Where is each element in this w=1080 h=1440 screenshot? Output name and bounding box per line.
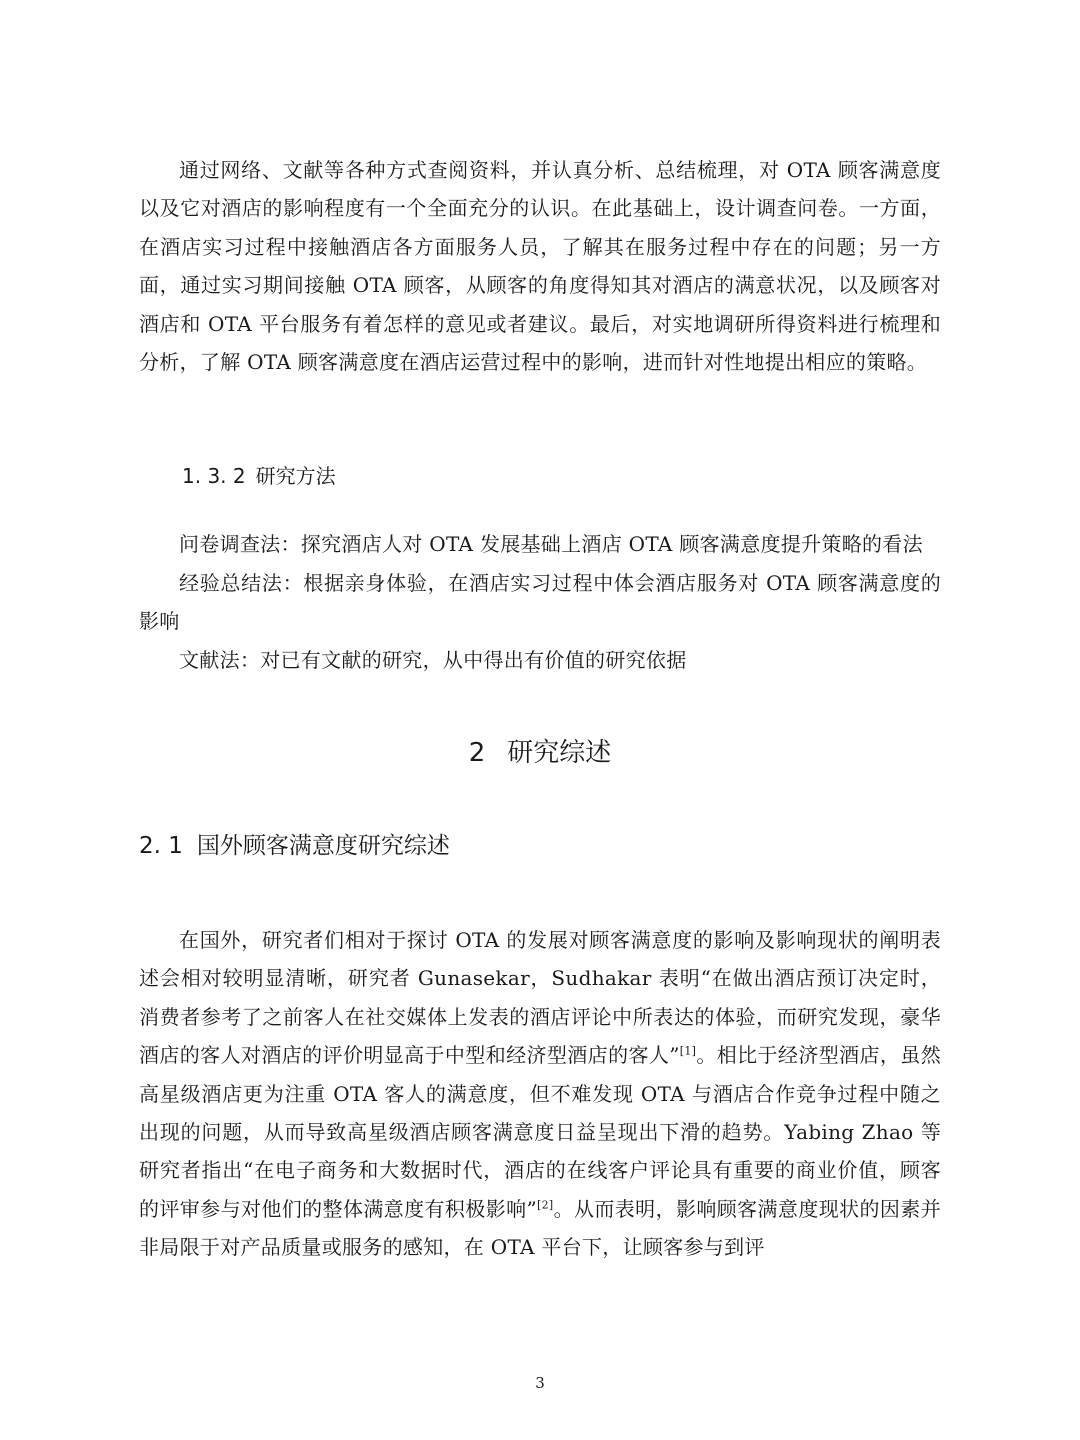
- section-heading: [139, 828, 450, 864]
- review-text-part2: 。相比于经济型酒店，虽然高星级酒店更为注重 OTA 客人的满意度，但不难发现 OTA 与酒店合作竞争过程中随之出现的问题，从而导致高星级酒店顾客满意度日益呈现出下滑的趋势。Yabing Zhao 等研究者指出“在电子商务和大数据时代，酒店的在线客户评论具有重要的商业价值，顾客的评审参与对他们的整体满意度有积极影响”: [139, 1043, 941, 1221]
- chapter-heading: [0, 733, 1080, 773]
- page-number: 3: [535, 1374, 545, 1392]
- subsection-number: 1. 3. 2: [182, 464, 246, 488]
- citation-1: [1]: [679, 1044, 697, 1058]
- section-title: 国外顾客满意度研究综述: [196, 833, 450, 859]
- review-text-part1: 在国外，研究者们相对于探讨 OTA 的发展对顾客满意度的影响及影响现状的阐明表述会相对较明显清晰，研究者 Gunasekar，Sudhakar 表明“在做出酒店预订决定时，消费者参考了之前客人在社交媒体上发表的酒店评论中所表达的体验，而研究发现，豪华酒店的客人对酒店的评价明显高于中型和经济型酒店的客人”: [139, 928, 941, 1068]
- method-experience: 经验总结法：根据亲身体验，在酒店实习过程中体会酒店服务对 OTA 顾客满意度的影响: [139, 571, 941, 634]
- chapter-number: 2: [468, 738, 486, 768]
- citation-2: [2]: [537, 1198, 554, 1212]
- intro-paragraph: 通过网络、文献等各种方式查阅资料，并认真分析、总结梳理，对 OTA 顾客满意度以及它对酒店的影响程度有一个全面充分的认识。在此基础上，设计调查问卷。一方面，在酒店实习过程中接触酒店各方面服务人员，了解其在服务过程中存在的问题；另一方面，通过实习期间接触 OTA 顾客，从顾客的角度得知其对酒店的满意状况，以及顾客对酒店和 OTA 平台服务有着怎样的意见或者建议。最后，对实地调研所得资料进行梳理和分析，了解 OTA 顾客满意度在酒店运营过程中的影响，进而针对性地提出相应的策略。: [139, 158, 941, 375]
- subsection-title: 研究方法: [255, 464, 336, 488]
- review-paragraph: [139, 921, 941, 1267]
- section-number: 2. 1: [139, 833, 183, 859]
- review-text-part3: 。从而表明，影响顾客满意度现状的因素并非局限于对产品质量或服务的感知，在 OTA 平台下，让顾客参与到评: [139, 1196, 941, 1260]
- chapter-title: 研究综述: [507, 738, 612, 768]
- method-literature: 文献法：对已有文献的研究，从中得出有价值的研究依据: [179, 648, 687, 672]
- subsection-heading: [182, 460, 336, 492]
- method-survey: 问卷调查法：探究酒店人对 OTA 发展基础上酒店 OTA 顾客满意度提升策略的看法: [179, 532, 923, 556]
